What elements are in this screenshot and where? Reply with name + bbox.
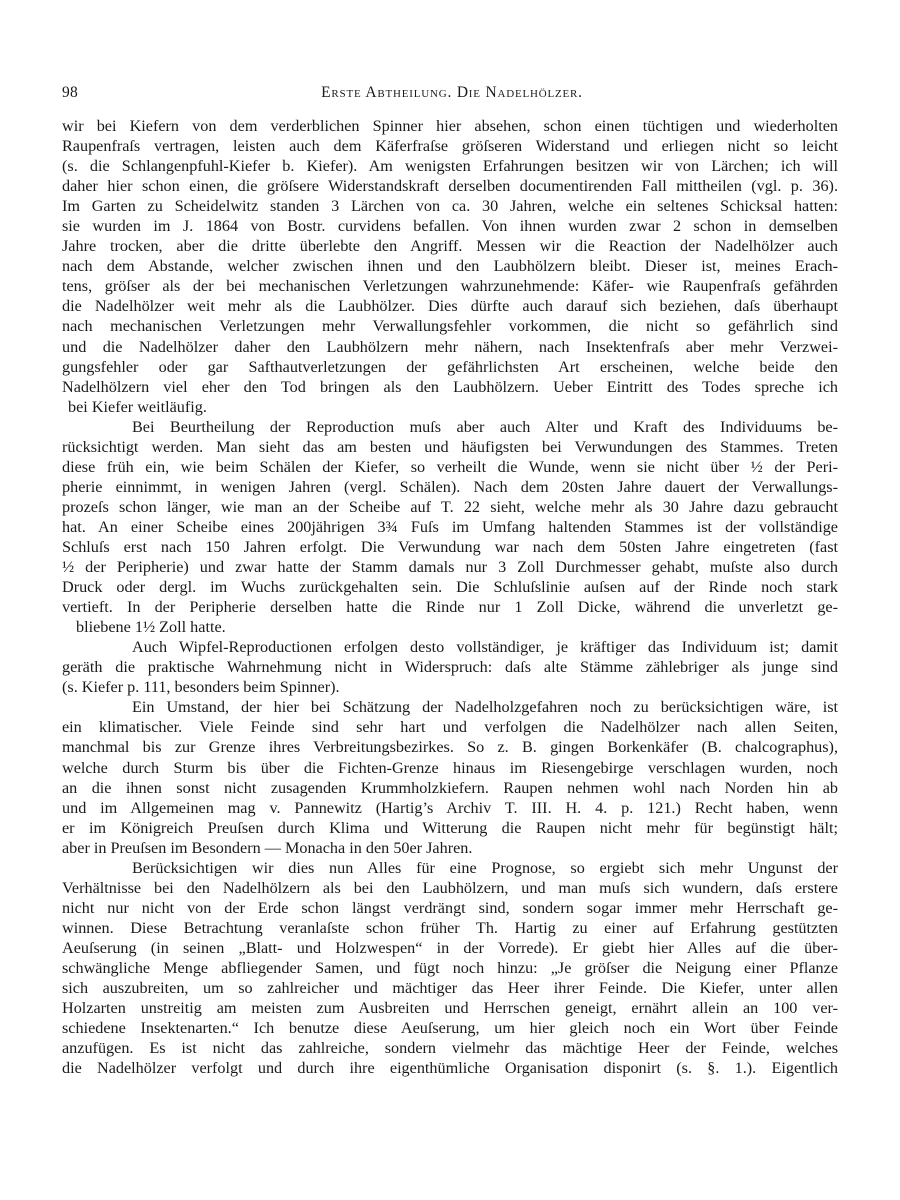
text-line: Raupenfraſs vertragen, leisten auch dem Käferfraſse gröſseren Widerstand und erliegen nicht so leicht — [62, 137, 838, 156]
paragraph-start-line: Ein Umstand, der hier bei Schätzung der Nadelholzgefahren noch zu berücksichtigen wäre, ist — [132, 698, 838, 717]
text-line: Schluſs erst nach 150 Jahren erfolgt. Die Verwundung war nach dem 50sten Jahre eingetreten (fast — [62, 537, 838, 556]
text-line: vertieft. In der Peripherie derselben hatte die Rinde nur 1 Zoll Dicke, während die unverletzt ge- — [62, 598, 838, 617]
text-line: sie wurden im J. 1864 von Bostr. curvidens befallen. Von ihnen wurden zwar 2 schon in demselben — [62, 217, 838, 236]
text-line: die Nadelhölzer verfolgt und durch ihre eigenthümliche Organisation disponirt (s. §. 1.). Eigentlich — [62, 1059, 838, 1078]
text-line: Im Garten zu Scheidelwitz standen 3 Lärchen von ca. 30 Jahren, welche ein seltenes Schicksal hatten: — [62, 197, 838, 216]
text-line: Verhältnisse bei den Nadelhölzern als bei den Laubhölzern, und man muſs sich wundern, daſs erstere — [62, 878, 838, 897]
text-line: nach mechanischen Verletzungen mehr Verwallungsfehler vorkommen, die nicht so gefährlich sind — [62, 317, 838, 336]
text-line: die Nadelhölzer weit mehr als die Laubhölzer. Dies dürfte auch darauf sich beziehen, daſs überhaupt — [62, 297, 838, 316]
text-line: Druck oder dergl. im Wuchs zurückgehalten sein. Die Schluſslinie auſsen auf der Rinde noch stark — [62, 578, 838, 597]
text-line: daher hier schon einen, die gröſsere Widerstandskraft derselben documentirenden Fall mittheilen (vgl. p. 36). — [62, 177, 838, 196]
text-line: und im Allgemeinen mag v. Pannewitz (Hartig’s Archiv T. III. H. 4. p. 121.) Recht haben, wenn — [62, 798, 838, 817]
text-line: er im Königreich Preuſsen durch Klima und Witterung die Raupen nicht mehr für begünstigt hält; — [62, 818, 838, 837]
text-line: Nadelhölzern viel eher den Tod bringen als den Laubhölzern. Ueber Eintritt des Todes spreche ich — [62, 377, 838, 396]
text-line: bliebene 1½ Zoll hatte. — [76, 618, 226, 637]
text-line: hat. An einer Scheibe eines 200jährigen 3¾ Fuſs im Umfang haltenden Stammes ist der vollständige — [62, 517, 838, 536]
running-head: Erste Abtheilung. Die Nadelhölzer. — [321, 84, 583, 101]
text-line: prozeſs schon länger, wie man an der Scheibe auf T. 22 sieht, welche mehr als 30 Jahre dazu gebraucht — [62, 497, 838, 516]
text-line: schiedene Insektenarten.“ Ich benutze diese Aeuſserung, um hier gleich noch ein Wort über Feinde — [62, 1019, 838, 1038]
text-line: winnen. Diese Betrachtung veranlaſste schon früher Th. Hartig zu einer auf Erfahrung gestützten — [62, 918, 838, 937]
text-line: bei Kiefer weitläufig. — [68, 397, 207, 416]
paragraph-start-line: Berücksichtigen wir dies nun Alles für eine Prognose, so ergiebt sich mehr Ungunst der — [132, 858, 838, 877]
text-line: und die Nadelhölzer daher den Laubhölzern mehr nähern, nach Insektenfraſs aber mehr Verzwei- — [62, 337, 838, 356]
page-number: 98 — [62, 84, 79, 101]
text-line: sich auszubreiten, um so zahlreicher und mächtiger das Heer ihrer Feinde. Die Kiefer, unter allen — [62, 979, 838, 998]
text-line: manchmal bis zur Grenze ihres Verbreitungsbezirkes. So z. B. gingen Borkenkäfer (B. chalcographus), — [62, 738, 838, 757]
text-line: (s. die Schlangenpfuhl-Kiefer b. Kiefer). Am wenigsten Erfahrungen besitzen wir von Lärchen; ich will — [62, 157, 838, 176]
text-line: nach dem Abstande, welcher zwischen ihnen und den Laubhölzern bleibt. Dieser ist, meines Erach- — [62, 257, 838, 276]
text-line: an die ihnen sonst nicht zusagenden Krummholzkiefern. Raupen nehmen wohl nach Norden hin ab — [62, 778, 838, 797]
text-line: pherie einnimmt, in wenigen Jahren (vergl. Schälen). Nach dem 20sten Jahre dauert der Verwallungs- — [62, 477, 838, 496]
text-line: geräth die praktische Wahrnehmung nicht in Widerspruch: daſs alte Stämme zählebriger als junge sind — [62, 658, 838, 677]
text-line: Jahre trocken, aber die dritte überlebte den Angriff. Messen wir die Reaction der Nadelhölzer auch — [62, 237, 838, 256]
text-line: rücksichtigt werden. Man sieht das am besten und häufigsten bei Verwundungen des Stammes. Treten — [62, 437, 838, 456]
text-line: schwängliche Menge abfliegender Samen, und fügt noch hinzu: „Je gröſser die Neigung einer Pflanze — [62, 958, 838, 977]
text-line: nicht nur nicht von der Erde schon längst verdrängt sind, sondern sogar immer mehr Herrschaft ge- — [62, 898, 838, 917]
paragraph-start-line: Auch Wipfel-Reproductionen erfolgen desto vollständiger, je kräftiger das Individuum ist; damit — [132, 638, 838, 657]
text-line: welche durch Sturm bis über die Fichten-Grenze hinaus im Riesengebirge verschlagen wurden, noch — [62, 758, 838, 777]
text-line: wir bei Kiefern von dem verderblichen Spinner hier absehen, schon einen tüchtigen und wiederholten — [62, 117, 838, 135]
text-line: ein klimatischer. Viele Feinde sind sehr hart und verfolgen die Nadelhölzer nach allen Seiten, — [62, 718, 838, 737]
text-line: diese früh ein, wie beim Schälen der Kiefer, so verheilt die Wunde, wenn sie nicht über ½ der Peri- — [62, 457, 838, 476]
text-line: ½ der Peripherie) und zwar hatte der Stamm damals nur 3 Zoll Durchmesser gehabt, muſste also durch — [62, 558, 838, 577]
text-line: Holzarten unstreitig am meisten zum Ausbreiten und Herrschen geneigt, ernährt allein an 100 ver- — [62, 999, 838, 1018]
text-line: (s. Kiefer p. 111, besonders beim Spinner). — [62, 678, 340, 697]
text-line: aber in Preuſsen im Besondern — Monacha in den 50er Jahren. — [62, 838, 473, 857]
page-header — [62, 84, 842, 106]
text-line: Aeuſserung (in seinen „Blatt- und Holzwespen“ in der Vorrede). Er giebt hier Alles auf die über- — [62, 938, 838, 957]
text-line: anzufügen. Es ist nicht das zahlreiche, sondern vielmehr das mächtige Heer der Feinde, welches — [62, 1039, 838, 1058]
text-line: tens, gröſser als der bei mechanischen Verletzungen wahrzunehmende: Käfer- wie Raupenfraſs gefährden — [62, 277, 838, 296]
body-text — [62, 116, 838, 1078]
text-line: gungsfehler oder gar Safthautverletzungen der gefährlichsten Art erscheinen, welche beide den — [62, 357, 838, 376]
paragraph-start-line: Bei Beurtheilung der Reproduction muſs aber auch Alter und Kraft des Individuums be- — [132, 417, 838, 436]
